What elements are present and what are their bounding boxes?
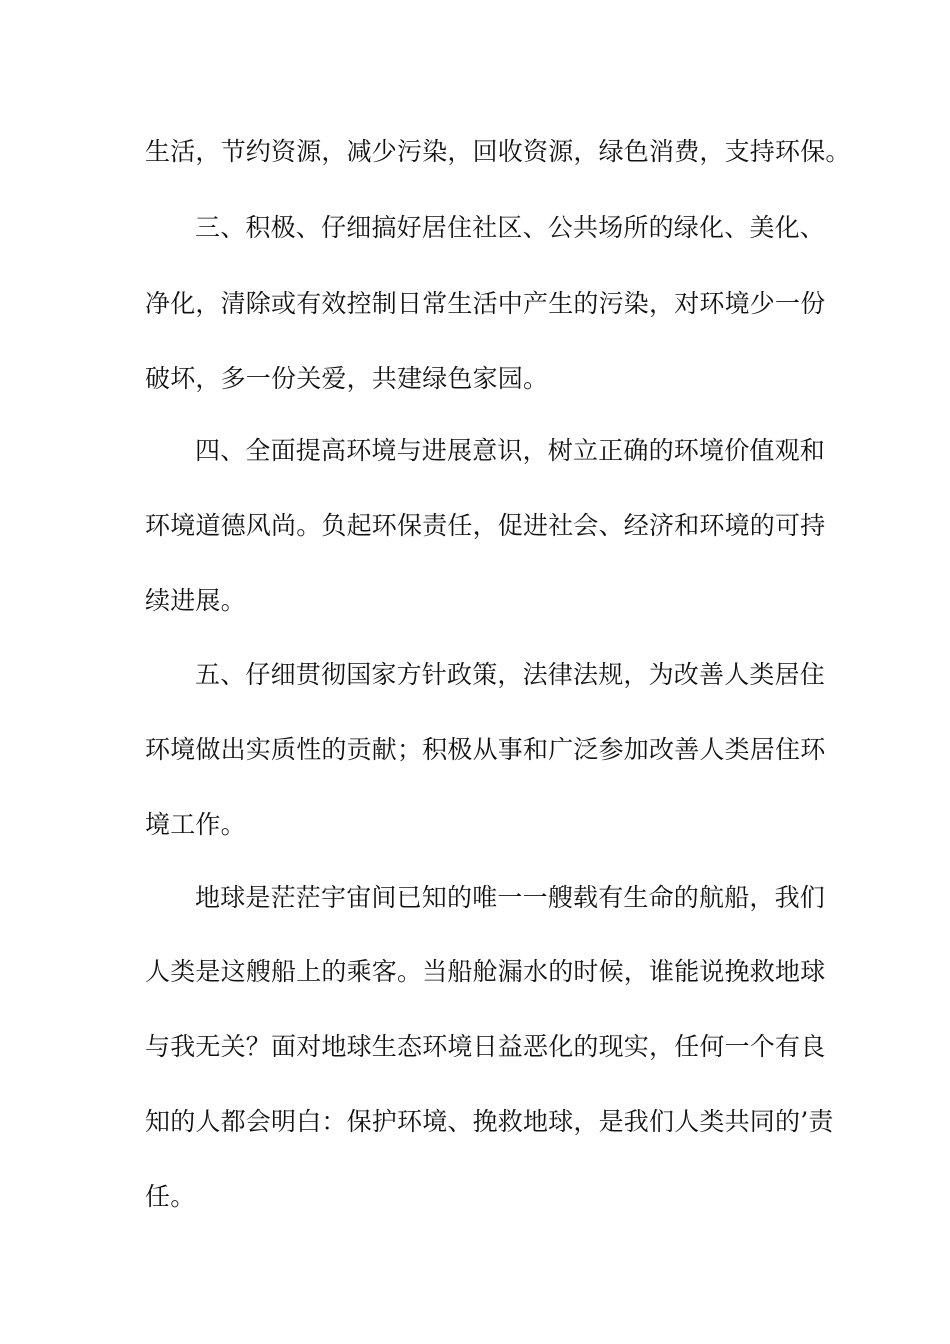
paragraph-line: 环境道德风尚。负起环保责任，促进社会、经济和环境的可持	[145, 511, 826, 540]
paragraph-line: 知的人都会明白：保护环境、挽救地球，是我们人类共同的’责	[145, 1107, 834, 1136]
paragraph-line: 与我无关？面对地球生态环境日益恶化的现实，任何一个有良	[145, 1032, 826, 1061]
paragraph-line: 人类是这艘船上的乘客。当船舱漏水的时候，谁能说挽救地球	[145, 957, 826, 986]
paragraph-line: 地球是茫茫宇宙间已知的唯一一艘载有生命的航船，我们	[195, 883, 826, 912]
paragraph-line: 五、仔细贯彻国家方针政策，法律法规，为改善人类居住	[195, 660, 826, 689]
paragraph-line: 生活，节约资源，减少污染，回收资源，绿色消费，支持环保。	[145, 137, 851, 166]
paragraph-line: 四、全面提高环境与进展意识，树立正确的环境价值观和	[195, 436, 826, 465]
paragraph-line: 续进展。	[145, 586, 246, 615]
paragraph-line: 三、积极、仔细搞好居住社区、公共场所的绿化、美化、	[195, 213, 826, 242]
paragraph-line: 境工作。	[145, 810, 246, 839]
paragraph-line: 任。	[145, 1182, 196, 1211]
paragraph-line: 净化，清除或有效控制日常生活中产生的污染，对环境少一份	[145, 289, 826, 318]
paragraph-line: 环境做出实质性的贡献；积极从事和广泛参加改善人类居住环	[145, 735, 826, 764]
paragraph-line: 破坏，多一份关爱，共建绿色家园。	[145, 364, 549, 393]
